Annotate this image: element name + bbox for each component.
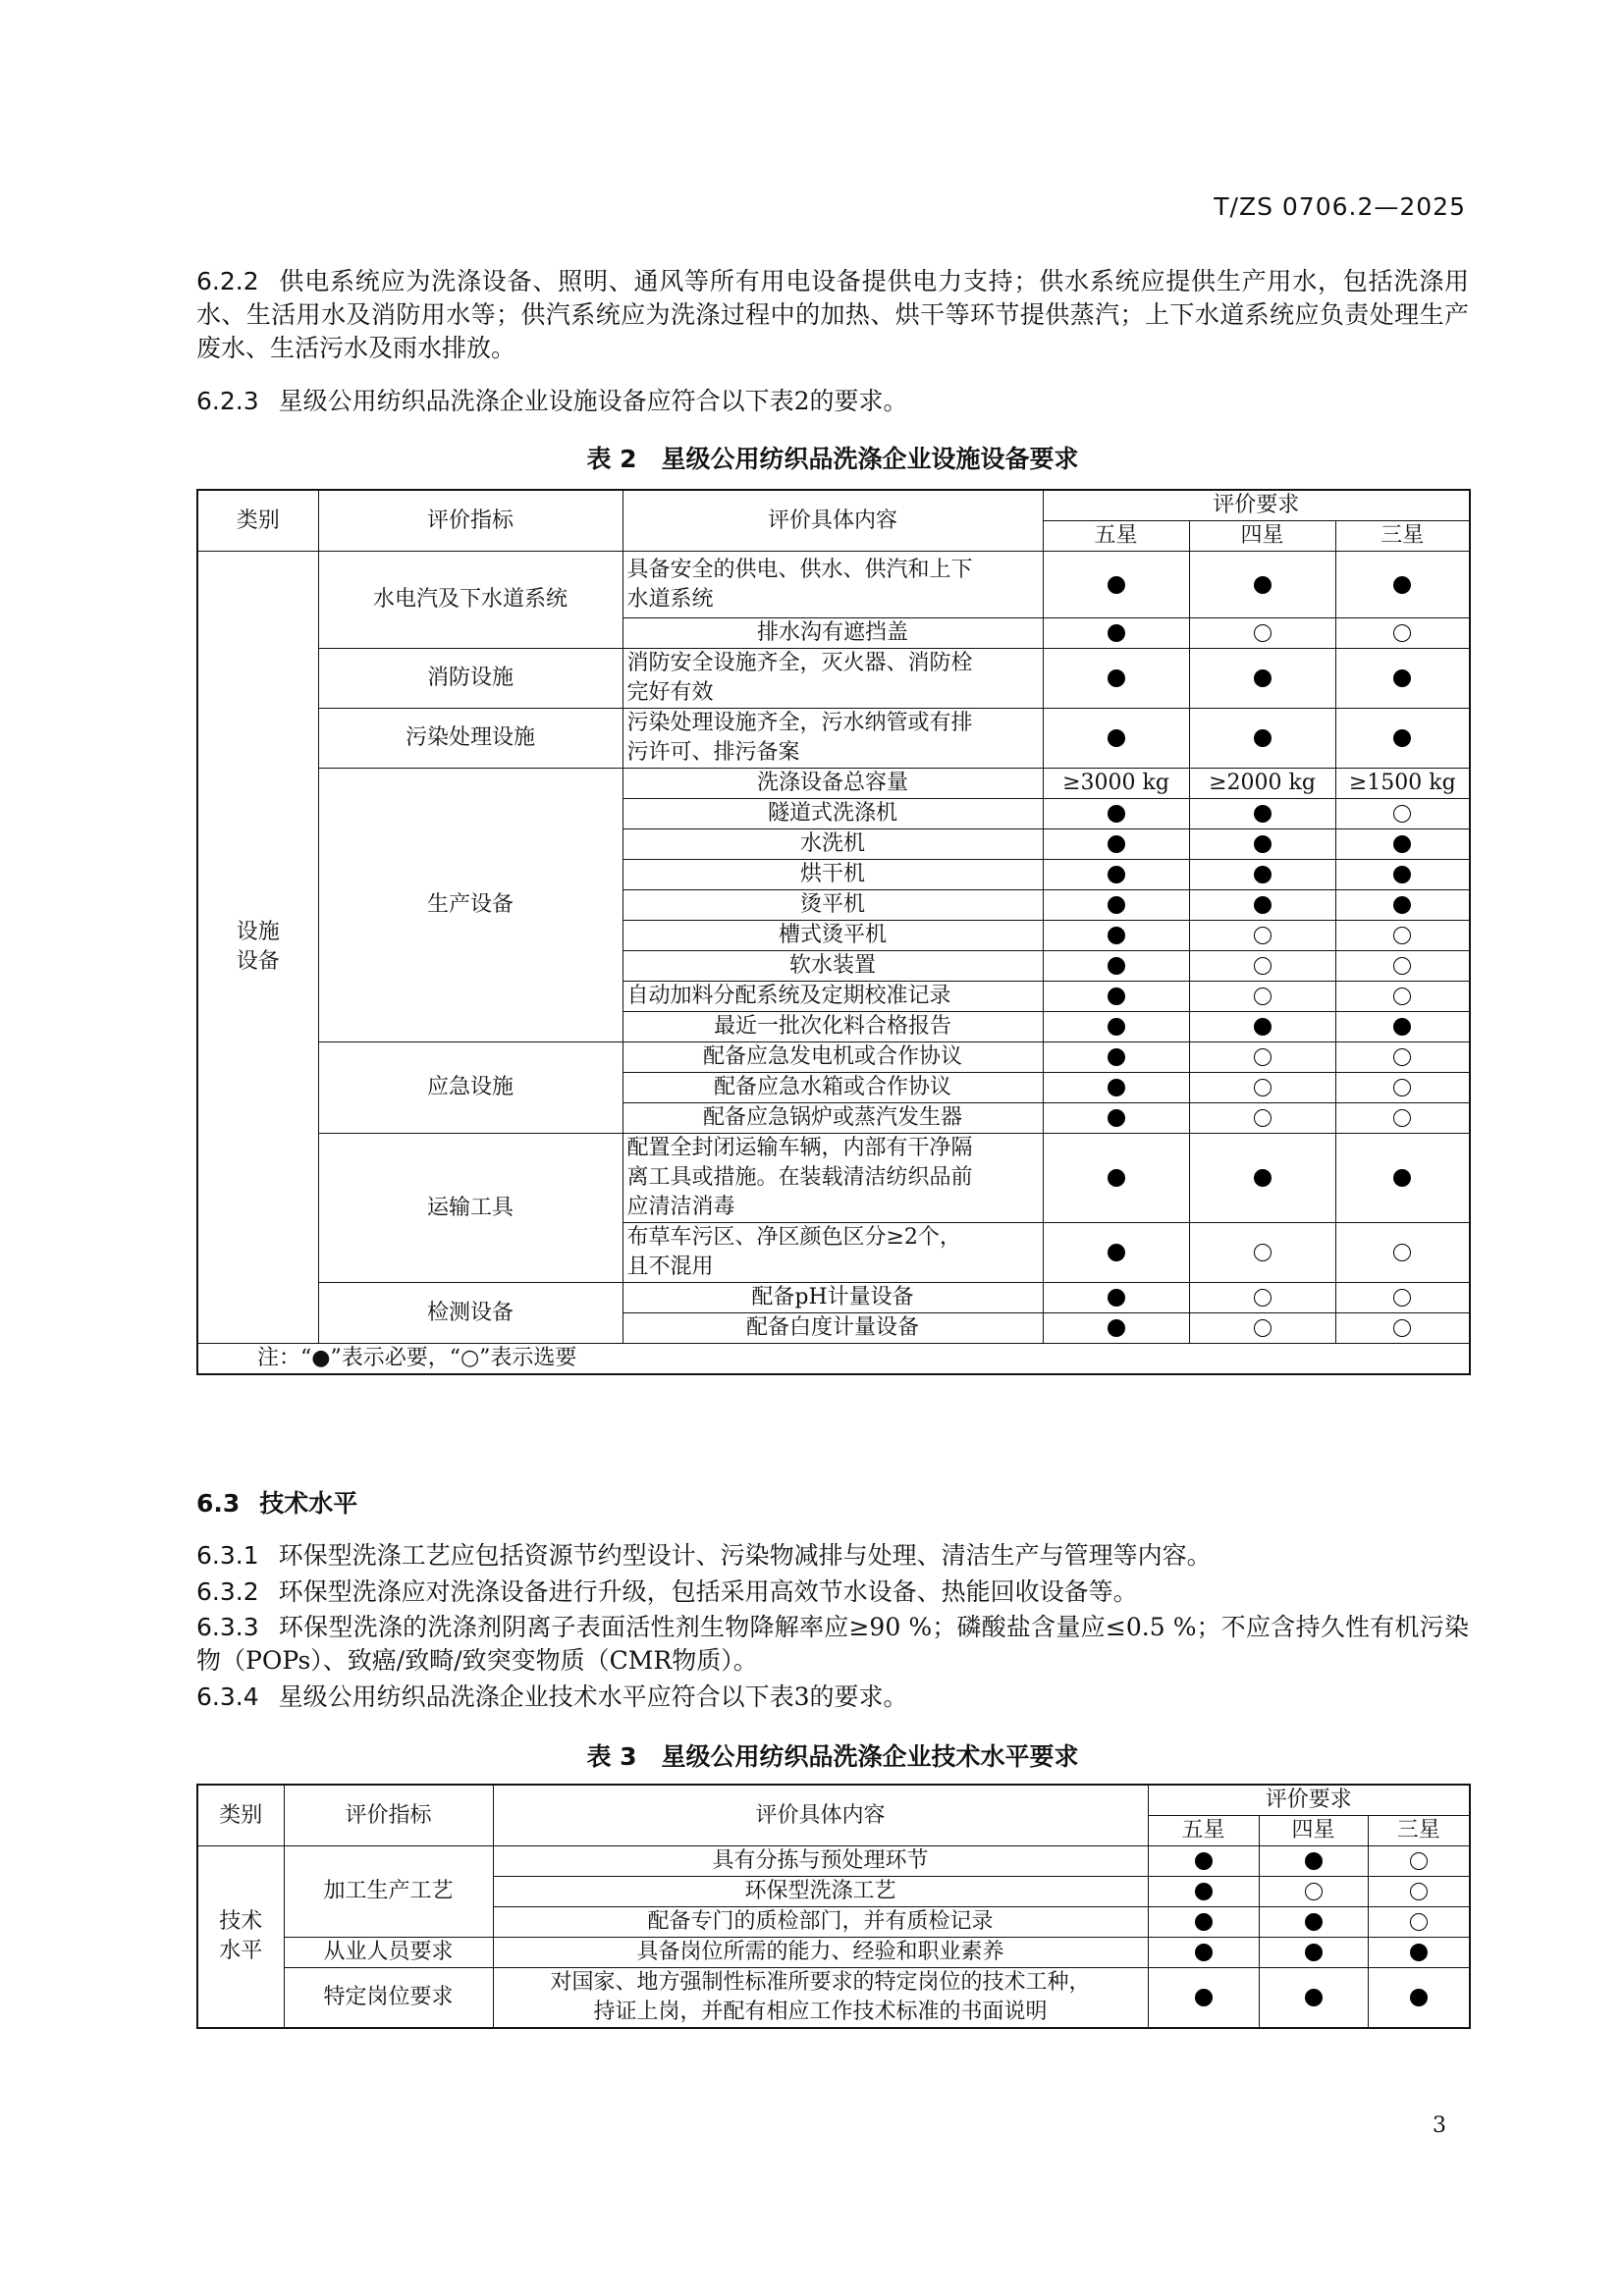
optional-circle-icon (1393, 988, 1411, 1005)
section-heading-6-3 (196, 1484, 357, 1520)
four-star-cell (1259, 1938, 1368, 1968)
indicator-cell: 消防设施 (318, 649, 623, 709)
five-star-cell (1043, 1283, 1189, 1313)
five-star-cell (1043, 860, 1189, 890)
table-2 (196, 489, 1471, 1375)
required-dot-icon (1195, 1913, 1213, 1931)
four-star-cell (1189, 1073, 1335, 1103)
indicator-cell: 水电汽及下水道系统 (318, 552, 623, 649)
content-cell: 具备安全的供电、供水、供汽和上下 水道系统 (623, 552, 1043, 618)
four-star-cell (1189, 1313, 1335, 1344)
header-four-star: 四星 (1189, 521, 1335, 552)
section-title: 技术水平 (259, 1489, 358, 1518)
three-star-cell (1335, 649, 1470, 709)
content-cell: 隧道式洗涤机 (623, 799, 1043, 829)
page-number: 3 (1433, 2113, 1446, 2138)
required-dot-icon (1305, 1989, 1323, 2006)
five-star-cell (1043, 552, 1189, 618)
header-four-star: 四星 (1259, 1816, 1368, 1846)
three-star-cell (1335, 982, 1470, 1012)
five-star-cell (1043, 951, 1189, 982)
three-star-cell (1368, 1907, 1470, 1938)
content-cell: 配置全封闭运输车辆，内部有干净隔 离工具或措施。在装载清洁纺织品前 应清洁消毒 (623, 1134, 1043, 1223)
table-row (197, 1042, 1470, 1073)
clause-text: 供电系统应为洗涤设备、照明、通风等所有用电设备提供电力支持；供水系统应提供生产用水，包括洗涤用水、生活用水及消防用水等；供汽系统应为洗涤过程中的加热、烘干等环节提供蒸汽；上下水道系统应负责处理生产废水、生活污水及雨水排放。 (196, 267, 1469, 362)
required-dot-icon (1108, 957, 1125, 975)
five-star-cell (1148, 1968, 1259, 2029)
three-star-cell (1368, 1968, 1470, 2029)
five-star-cell (1043, 1223, 1189, 1283)
content-cell: 排水沟有遮挡盖 (623, 618, 1043, 649)
three-star-cell (1335, 890, 1470, 921)
required-dot-icon (1108, 1018, 1125, 1036)
header-content: 评价具体内容 (623, 490, 1043, 552)
required-dot-icon (1393, 669, 1411, 687)
required-dot-icon (1305, 1852, 1323, 1870)
required-dot-icon (1410, 1989, 1428, 2006)
optional-circle-icon (1254, 1244, 1272, 1261)
header-indicator: 评价指标 (318, 490, 623, 552)
four-star-cell (1189, 1103, 1335, 1134)
content-cell: 消防安全设施齐全，灭火器、消防栓 完好有效 (623, 649, 1043, 709)
required-dot-icon (1108, 624, 1125, 642)
three-star-cell (1368, 1938, 1470, 1968)
clause-text: 环保型洗涤工艺应包括资源节约型设计、污染物减排与处理、清洁生产与管理等内容。 (278, 1541, 1212, 1570)
optional-circle-icon (1254, 927, 1272, 944)
four-star-cell (1189, 890, 1335, 921)
required-dot-icon (1254, 805, 1272, 823)
required-dot-icon (1393, 1169, 1411, 1187)
three-star-cell: ≥1500 kg (1335, 769, 1470, 799)
content-cell: 软水装置 (623, 951, 1043, 982)
three-star-cell (1335, 829, 1470, 860)
required-dot-icon (1393, 729, 1411, 747)
required-dot-icon (1108, 1244, 1125, 1261)
three-star-cell (1335, 921, 1470, 951)
three-star-cell (1335, 1103, 1470, 1134)
five-star-cell (1148, 1877, 1259, 1907)
header-content: 评价具体内容 (493, 1785, 1148, 1846)
content-cell: 水洗机 (623, 829, 1043, 860)
header-eval: 评价要求 (1148, 1785, 1470, 1816)
four-star-cell (1189, 1134, 1335, 1223)
five-star-cell (1043, 921, 1189, 951)
four-star-cell (1189, 1283, 1335, 1313)
five-star-cell (1043, 982, 1189, 1012)
five-star-cell (1148, 1907, 1259, 1938)
content-cell: 环保型洗涤工艺 (493, 1877, 1148, 1907)
five-star-cell (1043, 1073, 1189, 1103)
clause-text: 星级公用纺织品洗涤企业技术水平应符合以下表3的要求。 (278, 1682, 908, 1711)
four-star-cell (1189, 1012, 1335, 1042)
three-star-cell (1335, 618, 1470, 649)
optional-circle-icon (1254, 1079, 1272, 1096)
three-star-cell (1335, 1073, 1470, 1103)
required-dot-icon (1254, 576, 1272, 594)
table-row (197, 769, 1470, 799)
optional-circle-icon (1393, 1244, 1411, 1261)
three-star-cell (1368, 1877, 1470, 1907)
table-note-row (197, 1344, 1470, 1375)
required-dot-icon (1393, 1018, 1411, 1036)
header-category: 类别 (197, 1785, 284, 1846)
three-star-cell (1335, 552, 1470, 618)
required-dot-icon (1393, 896, 1411, 914)
indicator-cell: 运输工具 (318, 1134, 623, 1283)
required-dot-icon (1254, 669, 1272, 687)
paragraph-6-3-2 (196, 1575, 1469, 1609)
required-dot-icon (1254, 835, 1272, 853)
content-cell: 污染处理设施齐全，污水纳管或有排 污许可、排污备案 (623, 709, 1043, 769)
content-cell: 自动加料分配系统及定期校准记录 (623, 982, 1043, 1012)
category-cell: 设施 设备 (197, 552, 318, 1344)
table-row (197, 649, 1470, 709)
clause-text: 环保型洗涤的洗涤剂阴离子表面活性剂生物降解率应≥90 %；磷酸盐含量应≤0.5 %；不应含持久性有机污染物（POPs）、致癌/致畸/致突变物质（CMR物质）。 (196, 1613, 1469, 1675)
indicator-cell: 生产设备 (318, 769, 623, 1042)
required-dot-icon (1195, 1944, 1213, 1961)
four-star-cell (1259, 1877, 1368, 1907)
content-cell: 配备pH计量设备 (623, 1283, 1043, 1313)
optional-circle-icon (1305, 1883, 1323, 1900)
four-star-cell (1189, 1223, 1335, 1283)
three-star-cell (1335, 860, 1470, 890)
four-star-cell (1189, 649, 1335, 709)
optional-circle-icon (1254, 957, 1272, 975)
required-dot-icon (1108, 1289, 1125, 1307)
five-star-cell (1043, 1103, 1189, 1134)
required-dot-icon (1254, 866, 1272, 883)
paragraph-6-3-3 (196, 1611, 1469, 1678)
table-row (197, 1846, 1470, 1877)
five-star-cell: ≥3000 kg (1043, 769, 1189, 799)
three-star-cell (1335, 1012, 1470, 1042)
content-cell: 对国家、地方强制性标准所要求的特定岗位的技术工种， 持证上岗，并配有相应工作技术标准的书面说明 (493, 1968, 1148, 2029)
four-star-cell (1259, 1968, 1368, 2029)
optional-circle-icon (1393, 927, 1411, 944)
table-row (197, 1938, 1470, 1968)
optional-circle-icon (1254, 624, 1272, 642)
indicator-cell: 从业人员要求 (284, 1938, 493, 1968)
paragraph-6-3-1 (196, 1539, 1469, 1573)
three-star-cell (1335, 1313, 1470, 1344)
required-dot-icon (1254, 1169, 1272, 1187)
optional-circle-icon (1393, 1109, 1411, 1127)
content-cell: 槽式烫平机 (623, 921, 1043, 951)
header-category: 类别 (197, 490, 318, 552)
four-star-cell (1189, 709, 1335, 769)
four-star-cell (1259, 1907, 1368, 1938)
optional-circle-icon (1393, 1319, 1411, 1337)
optional-circle-icon (1393, 624, 1411, 642)
required-dot-icon (1108, 1079, 1125, 1096)
required-dot-icon (1108, 805, 1125, 823)
paragraph-6-2-3 (196, 385, 1469, 418)
table-2-caption: 表 2 星级公用纺织品洗涤企业设施设备要求 (586, 445, 1079, 473)
three-star-cell (1335, 709, 1470, 769)
optional-circle-icon (1254, 1319, 1272, 1337)
four-star-cell (1189, 982, 1335, 1012)
four-star-cell (1189, 618, 1335, 649)
required-dot-icon (1410, 1944, 1428, 1961)
four-star-cell (1189, 799, 1335, 829)
required-dot-icon (1195, 1852, 1213, 1870)
clause-text: 环保型洗涤应对洗涤设备进行升级，包括采用高效节水设备、热能回收设备等。 (278, 1577, 1138, 1606)
content-cell: 配备应急水箱或合作协议 (623, 1073, 1043, 1103)
optional-circle-icon (1393, 1079, 1411, 1096)
required-dot-icon (1254, 1018, 1272, 1036)
required-dot-icon (1108, 866, 1125, 883)
paragraph-6-2-2 (196, 265, 1469, 365)
content-cell: 配备白度计量设备 (623, 1313, 1043, 1344)
four-star-cell (1259, 1846, 1368, 1877)
table-row (197, 709, 1470, 769)
three-star-cell (1368, 1846, 1470, 1877)
four-star-cell (1189, 552, 1335, 618)
header-eval: 评价要求 (1043, 490, 1470, 521)
five-star-cell (1043, 1313, 1189, 1344)
required-dot-icon (1108, 927, 1125, 944)
indicator-cell: 检测设备 (318, 1283, 623, 1344)
table-header-row (197, 1785, 1470, 1816)
content-cell: 配备应急发电机或合作协议 (623, 1042, 1043, 1073)
optional-circle-icon (1393, 1289, 1411, 1307)
content-cell: 洗涤设备总容量 (623, 769, 1043, 799)
three-star-cell (1335, 1042, 1470, 1073)
optional-circle-icon (1410, 1883, 1428, 1900)
header-indicator: 评价指标 (284, 1785, 493, 1846)
four-star-cell (1189, 921, 1335, 951)
table-header-row (197, 490, 1470, 521)
required-dot-icon (1108, 988, 1125, 1005)
content-cell: 布草车污区、净区颜色区分≥2个， 且不混用 (623, 1223, 1043, 1283)
three-star-cell (1335, 1134, 1470, 1223)
content-cell: 最近一批次化料合格报告 (623, 1012, 1043, 1042)
five-star-cell (1148, 1846, 1259, 1877)
clause-number: 6.3.3 (196, 1613, 259, 1641)
required-dot-icon (1393, 866, 1411, 883)
required-dot-icon (1305, 1944, 1323, 1961)
required-dot-icon (1195, 1989, 1213, 2006)
content-cell: 具有分拣与预处理环节 (493, 1846, 1148, 1877)
required-dot-icon (1108, 576, 1125, 594)
required-dot-icon (1108, 1109, 1125, 1127)
optional-circle-icon (1410, 1913, 1428, 1931)
required-dot-icon (1108, 729, 1125, 747)
optional-circle-icon (1410, 1852, 1428, 1870)
optional-circle-icon (1254, 988, 1272, 1005)
content-cell: 配备专门的质检部门，并有质检记录 (493, 1907, 1148, 1938)
indicator-cell: 加工生产工艺 (284, 1846, 493, 1938)
table-row (197, 552, 1470, 618)
required-dot-icon (1108, 896, 1125, 914)
paragraph-6-3-4 (196, 1681, 1469, 1714)
required-dot-icon (1393, 835, 1411, 853)
required-dot-icon (1393, 576, 1411, 594)
four-star-cell (1189, 860, 1335, 890)
four-star-cell (1189, 829, 1335, 860)
five-star-cell (1148, 1938, 1259, 1968)
optional-circle-icon (1254, 1109, 1272, 1127)
optional-circle-icon (1254, 1048, 1272, 1066)
table-note: 注：“●”表示必要，“○”表示选要 (197, 1344, 1470, 1375)
five-star-cell (1043, 1042, 1189, 1073)
content-cell: 具备岗位所需的能力、经验和职业素养 (493, 1938, 1148, 1968)
table-row (197, 1968, 1470, 2029)
clause-number: 6.3.1 (196, 1541, 259, 1570)
four-star-cell (1189, 1042, 1335, 1073)
category-cell: 技术 水平 (197, 1846, 284, 2029)
table-3-caption: 表 3 星级公用纺织品洗涤企业技术水平要求 (586, 1742, 1079, 1771)
optional-circle-icon (1393, 805, 1411, 823)
optional-circle-icon (1254, 1289, 1272, 1307)
optional-circle-icon (1393, 957, 1411, 975)
indicator-cell: 特定岗位要求 (284, 1968, 493, 2029)
clause-number: 6.3.4 (196, 1682, 259, 1711)
five-star-cell (1043, 890, 1189, 921)
header-five-star: 五星 (1148, 1816, 1259, 1846)
clause-number: 6.2.2 (196, 267, 259, 295)
five-star-cell (1043, 618, 1189, 649)
required-dot-icon (1108, 835, 1125, 853)
five-star-cell (1043, 1012, 1189, 1042)
required-dot-icon (1195, 1883, 1213, 1900)
five-star-cell (1043, 799, 1189, 829)
required-dot-icon (1254, 896, 1272, 914)
indicator-cell: 应急设施 (318, 1042, 623, 1134)
required-dot-icon (1108, 1319, 1125, 1337)
header-three-star: 三星 (1335, 521, 1470, 552)
content-cell: 配备应急锅炉或蒸汽发生器 (623, 1103, 1043, 1134)
clause-text: 星级公用纺织品洗涤企业设施设备应符合以下表2的要求。 (278, 387, 908, 415)
indicator-cell: 污染处理设施 (318, 709, 623, 769)
content-cell: 烫平机 (623, 890, 1043, 921)
three-star-cell (1335, 951, 1470, 982)
table-row (197, 1283, 1470, 1313)
three-star-cell (1335, 799, 1470, 829)
header-three-star: 三星 (1368, 1816, 1470, 1846)
required-dot-icon (1108, 669, 1125, 687)
content-cell: 烘干机 (623, 860, 1043, 890)
five-star-cell (1043, 829, 1189, 860)
five-star-cell (1043, 1134, 1189, 1223)
three-star-cell (1335, 1223, 1470, 1283)
optional-circle-icon (1393, 1048, 1411, 1066)
five-star-cell (1043, 709, 1189, 769)
four-star-cell: ≥2000 kg (1189, 769, 1335, 799)
required-dot-icon (1254, 729, 1272, 747)
header-five-star: 五星 (1043, 521, 1189, 552)
section-number: 6.3 (196, 1489, 241, 1518)
document-code: T/ZS 0706.2—2025 (1214, 192, 1466, 221)
table-3 (196, 1784, 1471, 2029)
required-dot-icon (1305, 1913, 1323, 1931)
five-star-cell (1043, 649, 1189, 709)
clause-number: 6.3.2 (196, 1577, 259, 1606)
required-dot-icon (1108, 1048, 1125, 1066)
clause-number: 6.2.3 (196, 387, 259, 415)
three-star-cell (1335, 1283, 1470, 1313)
table-row (197, 1134, 1470, 1223)
four-star-cell (1189, 951, 1335, 982)
required-dot-icon (1108, 1169, 1125, 1187)
